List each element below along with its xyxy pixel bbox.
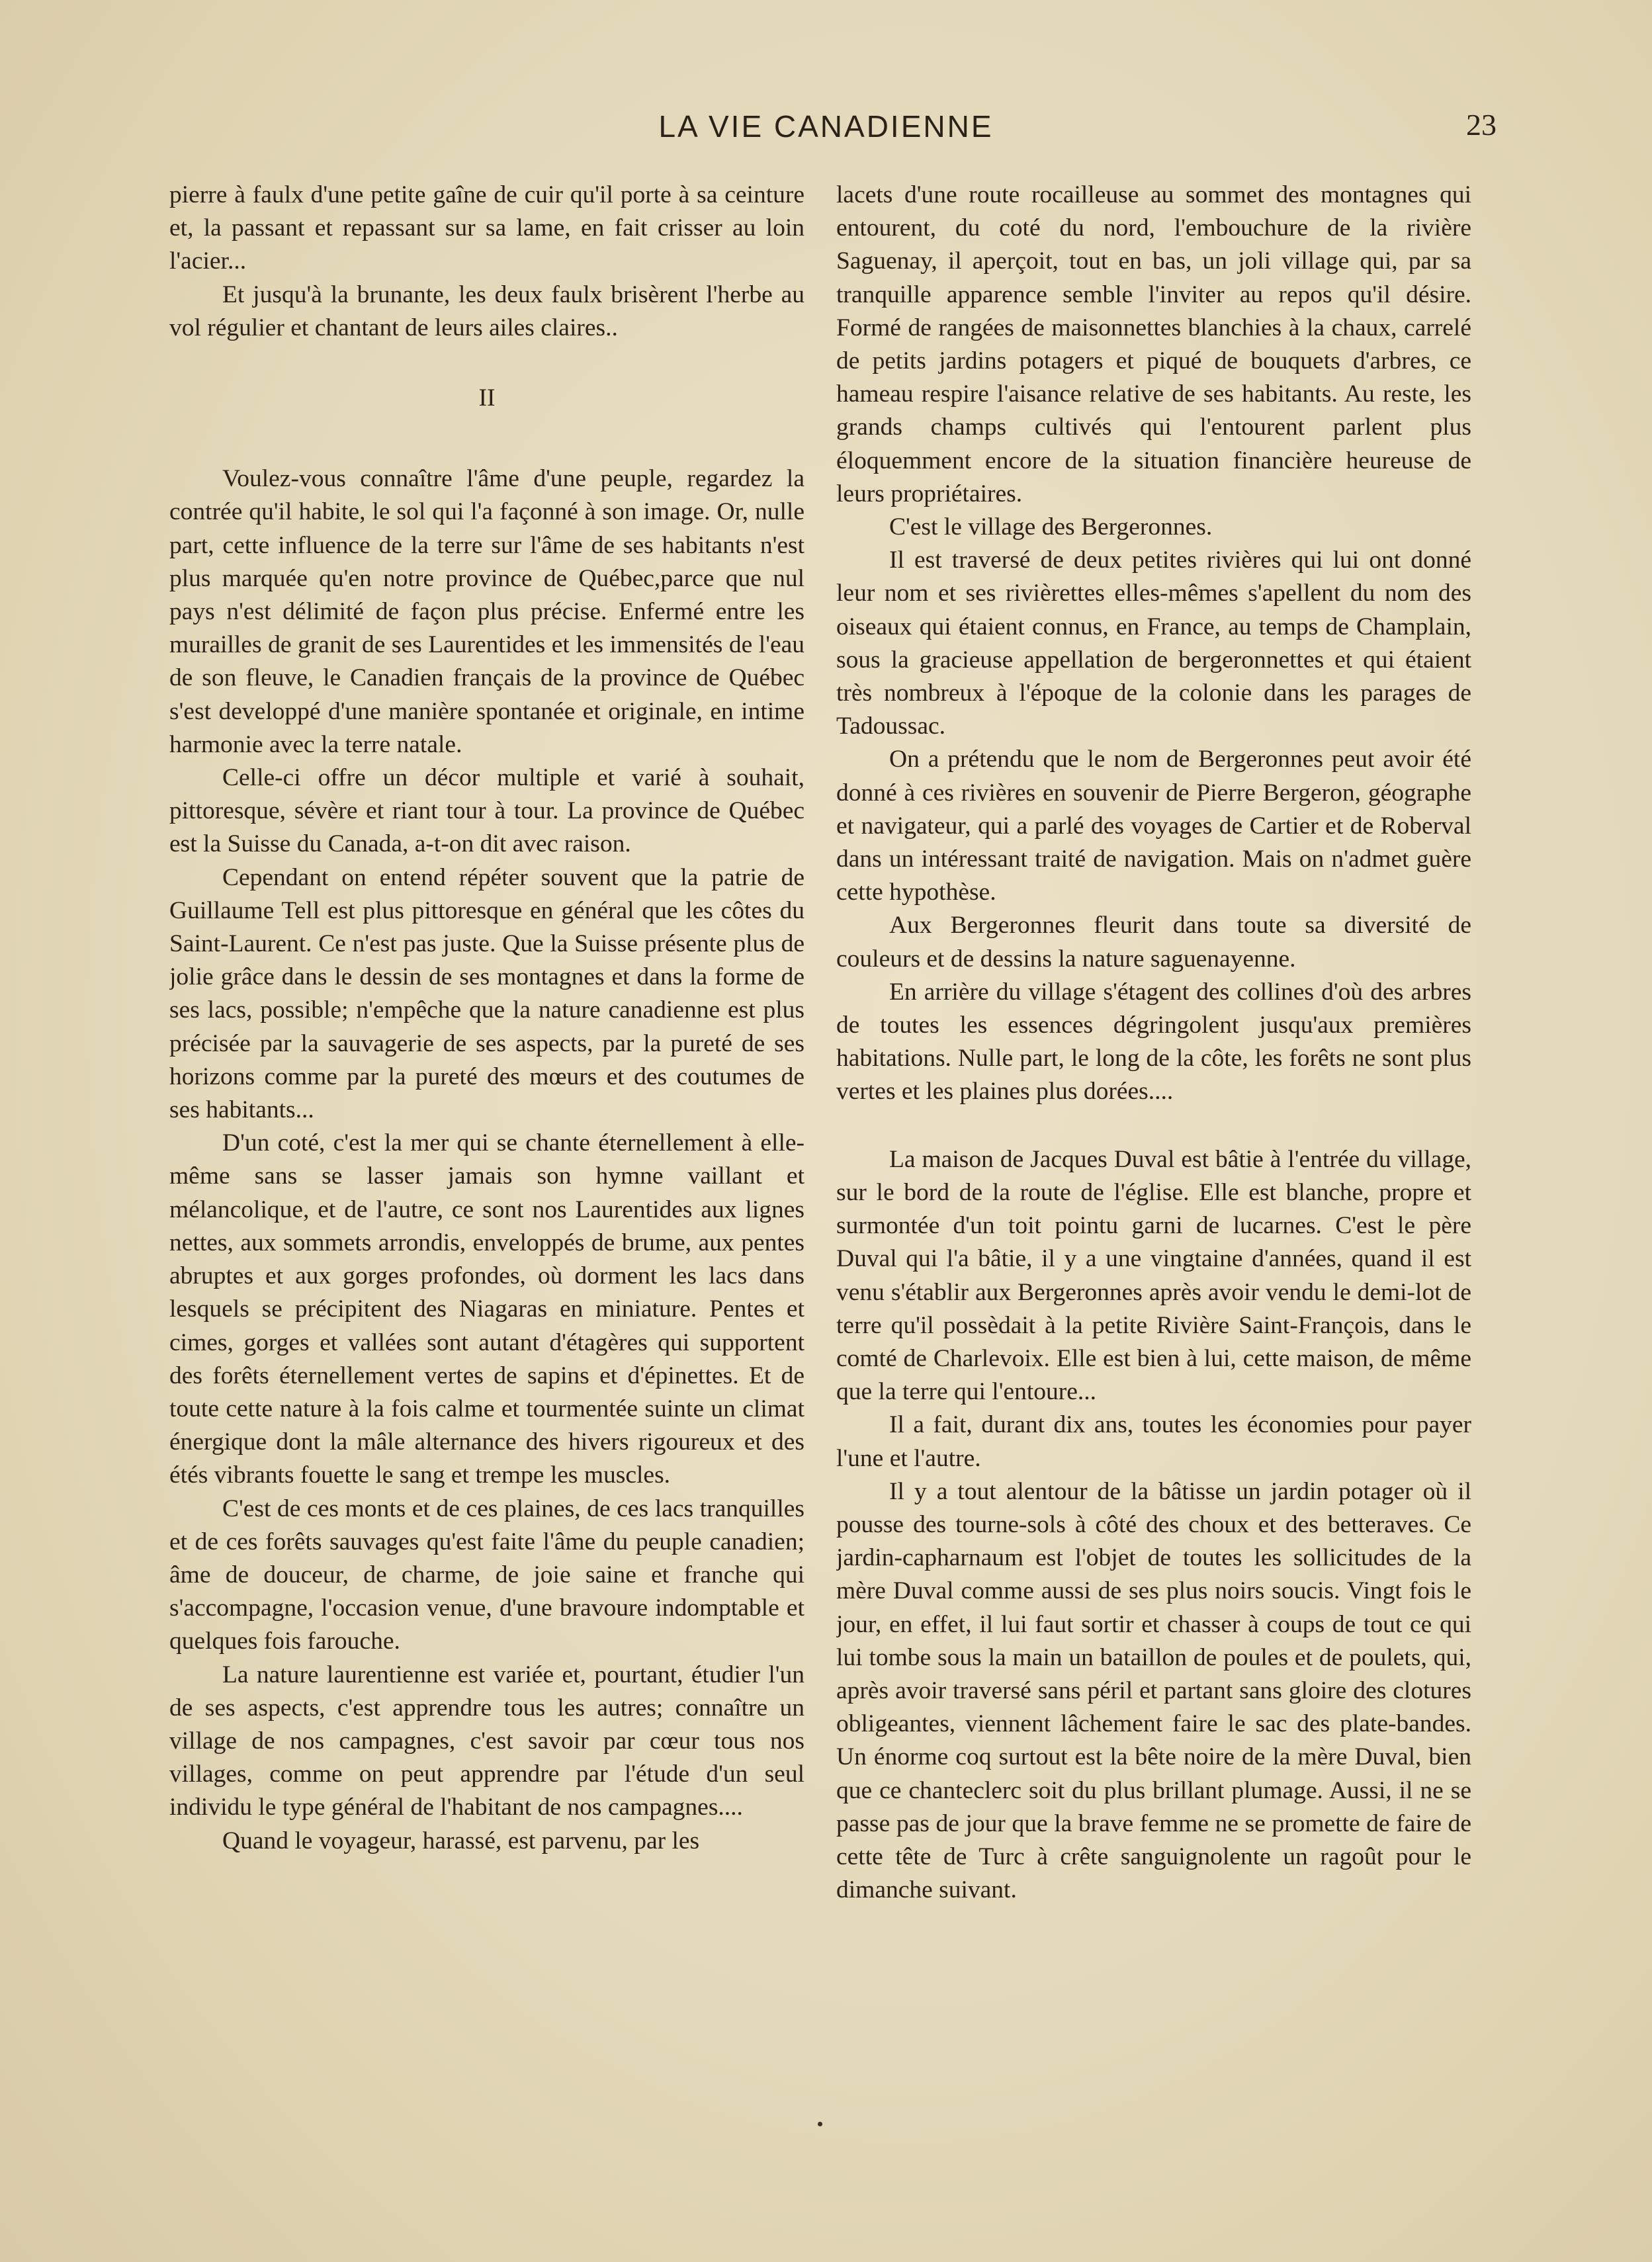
running-title: LA VIE CANADIENNE [658,109,994,144]
paragraph: C'est de ces monts et de ces plaines, de ces lacs tranquilles et de ces forêts sauvages qu'est faite l'âme du peuple canadien; âme de douceur, de charme, de joie saine et franche qui s'accompagne, l'occasion venue, d'une bravoure indomptable et quelques fois farouche. [169,1495,804,1655]
paragraph: En arrière du village s'étagent des collines d'où des arbres de toutes les essences dégringolent jusqu'aux premières habitations. Nulle part, le long de la côte, les forêts ne sont plus vertes et les plaines plus dorées.... [836,978,1471,1106]
paragraph: La maison de Jacques Duval est bâtie à l'entrée du village, sur le bord de la route de l'église. Elle est blanche, propre et surmontée d'un toit pointu garni de lucarnes. C'est le père Duval qui l'a bâtie, il y a une vingtaine d'années, quand il est venu s'établir aux Bergeronnes après avoir vendu le demi-lot de terre qu'il possèdait à la petite Rivière Saint-François, dans le comté de Charlevoix. Elle est bien à lui, cette maison, de même que la terre qui l'entoure... [836,1145,1471,1406]
paragraph: Quand le voyageur, harassé, est parvenu, par les [222,1827,700,1854]
paragraph: Il y a tout alentour de la bâtisse un jardin potager où il pousse des tourne-sols à côté des choux et des betteraves. Ce jardin-capharnaum est l'objet de toutes les sollicitudes de la mère Duval comme aussi de ses plus noirs soucis. Vingt fois le jour, en effet, il lui faut sortir et chasser à coups de tout ce qui lui tombe sous la main un bataillon de poules et de poulets, qui, après avoir traversé sans péril et partant sans gloire des clotures obligeantes, viennent lâchement faire le sac des plate-bandes. Un énorme coq surtout est la bête noire de la mère Duval, bien que ce chanteclerc soit du plus brillant plumage. Aussi, il ne se passe pas de jour que la brave femme ne se promette de faire de cette tête de Turc à crête sanguignolente un ragoût pour le dimanche suivant. [836,1477,1471,1904]
bottom-ornament-dot [818,2122,822,2126]
paragraph: C'est le village des Bergeronnes. [889,513,1213,541]
paragraph: Et jusqu'à la brunante, les deux faulx brisèrent l'herbe au vol régulier et chantant de leurs ailes claires.. [169,281,804,341]
section-break [836,1109,1471,1143]
paragraph: pierre à faulx d'une petite gaîne de cuir qu'il porte à sa ceinture et, la passant et repassant sur sa lame, en fait crisser au loin l'acier... [169,181,804,275]
paragraph: Il a fait, durant dix ans, toutes les économies pour payer l'une et l'autre. [836,1411,1471,1472]
paragraph: On a prétendu que le nom de Bergeronnes peut avoir été donné à ces rivières en souvenir de Pierre Bergeron, géographe et navigateur, qui a parlé des voyages de Cartier et de Roberval dans un intéressant traité de navigation. Mais on n'admet guère cette hypothèse. [836,746,1471,906]
paragraph: La nature laurentienne est variée et, pourtant, étudier l'un de ses aspects, c'est apprendre tous les autres; connaître un village de nos campagnes, c'est savoir par cœur tous nos villages, comme on peut apprendre par l'étude d'un seul individu le type général de l'habitant de nos campagnes.... [169,1661,804,1821]
paragraph: Il est traversé de deux petites rivières qui lui ont donné leur nom et ses rivièrettes elles-mêmes s'apellent du nom des oiseaux qui étaient connus, en France, au temps de Champlain, sous la gracieuse appellation de bergeronnettes et qui étaient très nombreux à l'époque de la colonie dans les parages de Tadoussac. [836,546,1471,740]
section-number: II [478,384,496,412]
page-header [0,105,1652,151]
paragraph: Celle-ci offre un décor multiple et varié à souhait, pittoresque, sévère et riant tour à tour. La province de Québec est la Suisse du Canada, a-t-on dit avec raison. [169,764,804,858]
paragraph: Voulez-vous connaître l'âme d'une peuple, regardez la contrée qu'il habite, le sol qui l'a façonné à son image. Or, nulle part, cette influence de la terre sur l'âme de ses habitants n'est plus marquée qu'en notre province de Québec,parce que nul pays n'est délimité de façon plus précise. Enfermé entre les murailles de granit de ses Laurentides et les immensités de l'eau de son fleuve, le Canadien français de la province de Québec s'est developpé d'une manière spontanée et originale, en intime harmonie avec la terre natale. [169,465,804,758]
paragraph: Aux Bergeronnes fleurit dans toute sa diversité de couleurs et de dessins la nature saguenayenne. [836,912,1471,973]
right-column [836,179,1471,2190]
paragraph: Cependant on entend répéter souvent que la patrie de Guillaume Tell est plus pittoresque en général que les côtes du Saint-Laurent. Ce n'est pas juste. Que la Suisse présente plus de jolie grâce dans le dessin de ses montagnes et dans la forme de ses lacs, possible; n'empêche que la nature canadienne est plus précisée par la sauvagerie de ses aspects, par la pureté de ses horizons comme par la pureté des mœurs et des coutumes de ses habitants... [169,863,804,1124]
left-column [169,179,804,2190]
paragraph: D'un coté, c'est la mer qui se chante éternellement à elle-même sans se lasser jamais son hymne vaillant et mélancolique, et de l'autre, ce sont nos Laurentides aux lignes nettes, aux sommets arrondis, enveloppés de brume, aux pentes abruptes et aux gorges profondes, où dorment les lacs dans lesquels se précipitent des Niagaras en miniature. Pentes et cimes, gorges et vallées sont autant d'étagères qui supportent des forêts éternellement vertes de sapins et d'épinettes. Et de toute cette nature à la fois calme et tourmentée suinte un climat énergique dont la mâle alternance des hivers rigoureux et des étés vibrants fouette le sang et trempe les muscles. [169,1129,804,1489]
page-number: 23 [1466,108,1497,142]
paragraph: lacets d'une route rocailleuse au sommet des montagnes qui entourent, du coté du nord, l'embouchure de la rivière Saguenay, il aperçoit, tout en bas, un joli village qui, par sa tranquille apparence semble l'inviter au repos qu'il désire. Formé de rangées de maisonnettes blanchies à la chaux, carrelé de petits jardins potagers et piqué de bouquets d'arbres, ce hameau respire l'aisance relative de ses habitants. Au reste, les grands champs cultivés qui l'entourent parlent plus éloquemment encore de la situation financière heureuse de leurs propriétaires. [836,181,1471,507]
